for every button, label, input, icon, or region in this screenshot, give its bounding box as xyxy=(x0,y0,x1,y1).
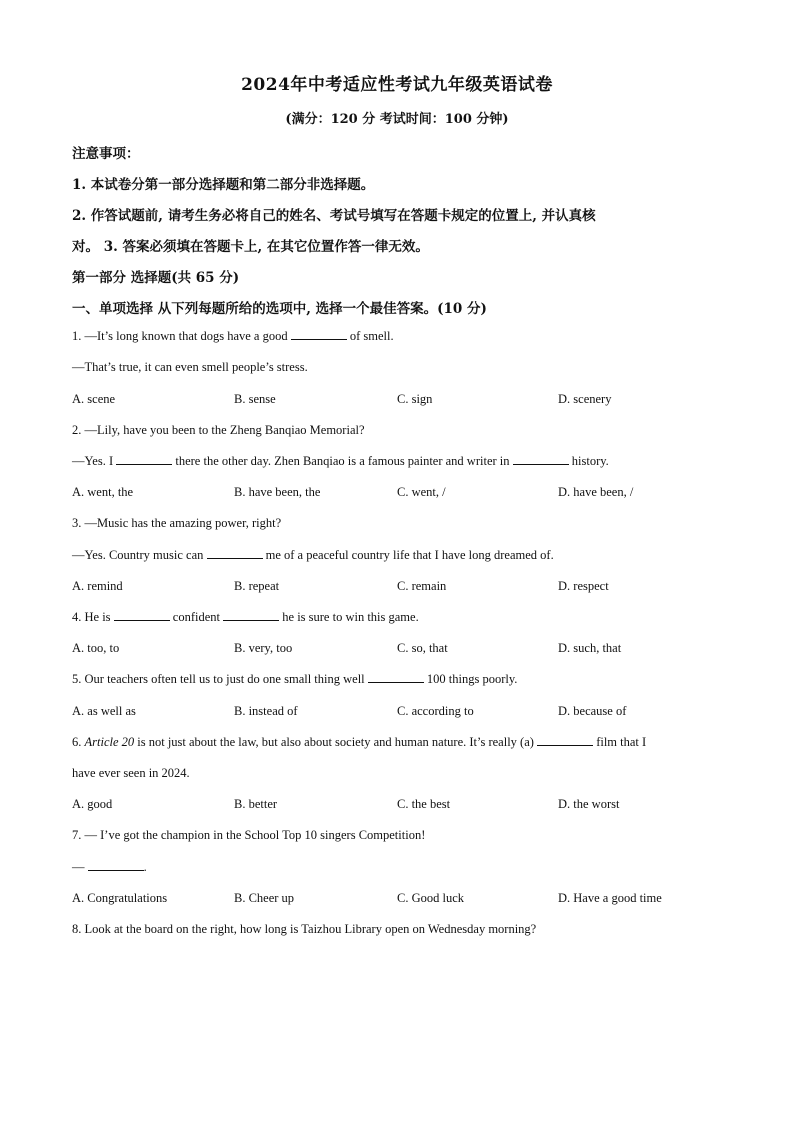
q5-text-a: 5. Our teachers often tell us to just do one small thing well xyxy=(72,672,365,686)
q5-option-a: A. as well as xyxy=(72,704,136,718)
q7-line-1: 7. — I’ve got the champion in the School Top 10 singers Competition! xyxy=(72,828,426,842)
notes-item-2b: 对。 3. 答案必须填在答题卡上, 在其它位置作答一律无效。 xyxy=(72,239,429,255)
q4-option-d: D. such, that xyxy=(558,641,622,655)
q4-blank-2 xyxy=(223,610,279,621)
q5-blank xyxy=(368,672,424,683)
q4-options xyxy=(72,641,772,659)
question-4 xyxy=(72,610,419,625)
q2-text-c: history. xyxy=(571,454,609,468)
notes-item-2a: 2. 作答试题前, 请考生务必将自己的姓名、考试号填写在答题卡规定的位置上, 并认真核 xyxy=(72,208,596,224)
q3-text-b: me of a peaceful country life that I have long dreamed of. xyxy=(265,548,554,562)
q6-options xyxy=(72,797,772,815)
q2-text-a: —Yes. I xyxy=(72,454,114,468)
question-6 xyxy=(72,735,646,750)
q5-option-d: D. because of xyxy=(558,704,627,718)
q7-option-a: A. Congratulations xyxy=(72,891,168,905)
q4-option-a: A. too, to xyxy=(72,641,120,655)
q1-blank xyxy=(291,329,347,340)
question-5 xyxy=(72,672,517,687)
q6-italic-title: Article 20 xyxy=(84,735,135,749)
q2-option-d: D. have been, / xyxy=(558,485,634,499)
q7-option-d: D. Have a good time xyxy=(558,891,662,905)
q7-text-a: — xyxy=(72,860,85,874)
q2-blank-2 xyxy=(513,454,569,465)
q6-option-b: B. better xyxy=(234,797,278,811)
q8-line-1: 8. Look at the board on the right, how long is Taizhou Library open on Wednesday morning? xyxy=(72,922,537,936)
part1-heading: 第一部分 选择题(共 65 分) xyxy=(72,270,240,286)
q6-option-c: C. the best xyxy=(397,797,451,811)
q3-option-a: A. remind xyxy=(72,579,123,593)
q5-options xyxy=(72,704,772,722)
q1-line-2: —That’s true, it can even smell people’s stress. xyxy=(72,360,308,374)
q5-option-c: C. according to xyxy=(397,704,474,718)
q7-blank xyxy=(88,860,144,871)
q1-options xyxy=(72,392,772,410)
q3-option-c: C. remain xyxy=(397,579,447,593)
question-7 xyxy=(72,860,147,875)
question-1 xyxy=(72,329,394,344)
notes-item-1: 1. 本试卷分第一部分选择题和第二部分非选择题。 xyxy=(72,177,375,193)
q3-option-d: D. respect xyxy=(558,579,609,593)
q6-text-b: film that I xyxy=(596,735,647,749)
q2-line-1: 2. —Lily, have you been to the Zheng Banqiao Memorial? xyxy=(72,423,365,437)
q2-options xyxy=(72,485,772,503)
q3-option-b: B. repeat xyxy=(234,579,280,593)
q7-options xyxy=(72,891,772,909)
q3-line-1: 3. —Music has the amazing power, right? xyxy=(72,516,282,530)
q2-option-c: C. went, / xyxy=(397,485,446,499)
question-3 xyxy=(72,548,554,563)
q3-text-a: —Yes. Country music can xyxy=(72,548,204,562)
q1-text-a: 1. —It’s long known that dogs have a good xyxy=(72,329,288,343)
q6-option-d: D. the worst xyxy=(558,797,620,811)
q1-text-b: of smell. xyxy=(349,329,394,343)
q5-option-b: B. instead of xyxy=(234,704,298,718)
q6-text-a: is not just about the law, but also about society and human nature. It’s really (a) xyxy=(137,735,534,749)
q2-option-b: B. have been, the xyxy=(234,485,321,499)
notes-heading: 注意事项： xyxy=(72,146,140,162)
q4-blank-1 xyxy=(114,610,170,621)
q6-num: 6. xyxy=(72,735,82,749)
q4-option-b: B. very, too xyxy=(234,641,293,655)
q4-text-b: confident xyxy=(172,610,221,624)
section1-heading: 一、单项选择 从下列每题所给的选项中, 选择一个最佳答案。(10 分) xyxy=(72,301,487,317)
q6-blank xyxy=(537,735,593,746)
q1-option-a: A. scene xyxy=(72,392,116,406)
q1-option-d: D. scenery xyxy=(558,392,612,406)
q7-text-b: . xyxy=(143,860,147,874)
q6-line-2: have ever seen in 2024. xyxy=(72,766,190,780)
q4-option-c: C. so, that xyxy=(397,641,448,655)
q7-option-c: C. Good luck xyxy=(397,891,465,905)
q2-text-b: there the other day. Zhen Banqiao is a famous painter and writer in xyxy=(175,454,510,468)
q6-option-a: A. good xyxy=(72,797,113,811)
question-2 xyxy=(72,454,609,469)
q5-text-b: 100 things poorly. xyxy=(426,672,518,686)
q4-text-c: he is sure to win this game. xyxy=(282,610,419,624)
q7-option-b: B. Cheer up xyxy=(234,891,295,905)
q1-option-b: B. sense xyxy=(234,392,276,406)
exam-title: 2024年中考适应性考试九年级英语试卷 xyxy=(241,75,553,95)
q4-text-a: 4. He is xyxy=(72,610,111,624)
q2-option-a: A. went, the xyxy=(72,485,134,499)
q1-option-c: C. sign xyxy=(397,392,433,406)
q2-blank-1 xyxy=(116,454,172,465)
q3-blank xyxy=(207,548,263,559)
q3-options xyxy=(72,579,772,597)
exam-subtitle: (满分：120 分 考试时间：100 分钟) xyxy=(285,112,509,127)
